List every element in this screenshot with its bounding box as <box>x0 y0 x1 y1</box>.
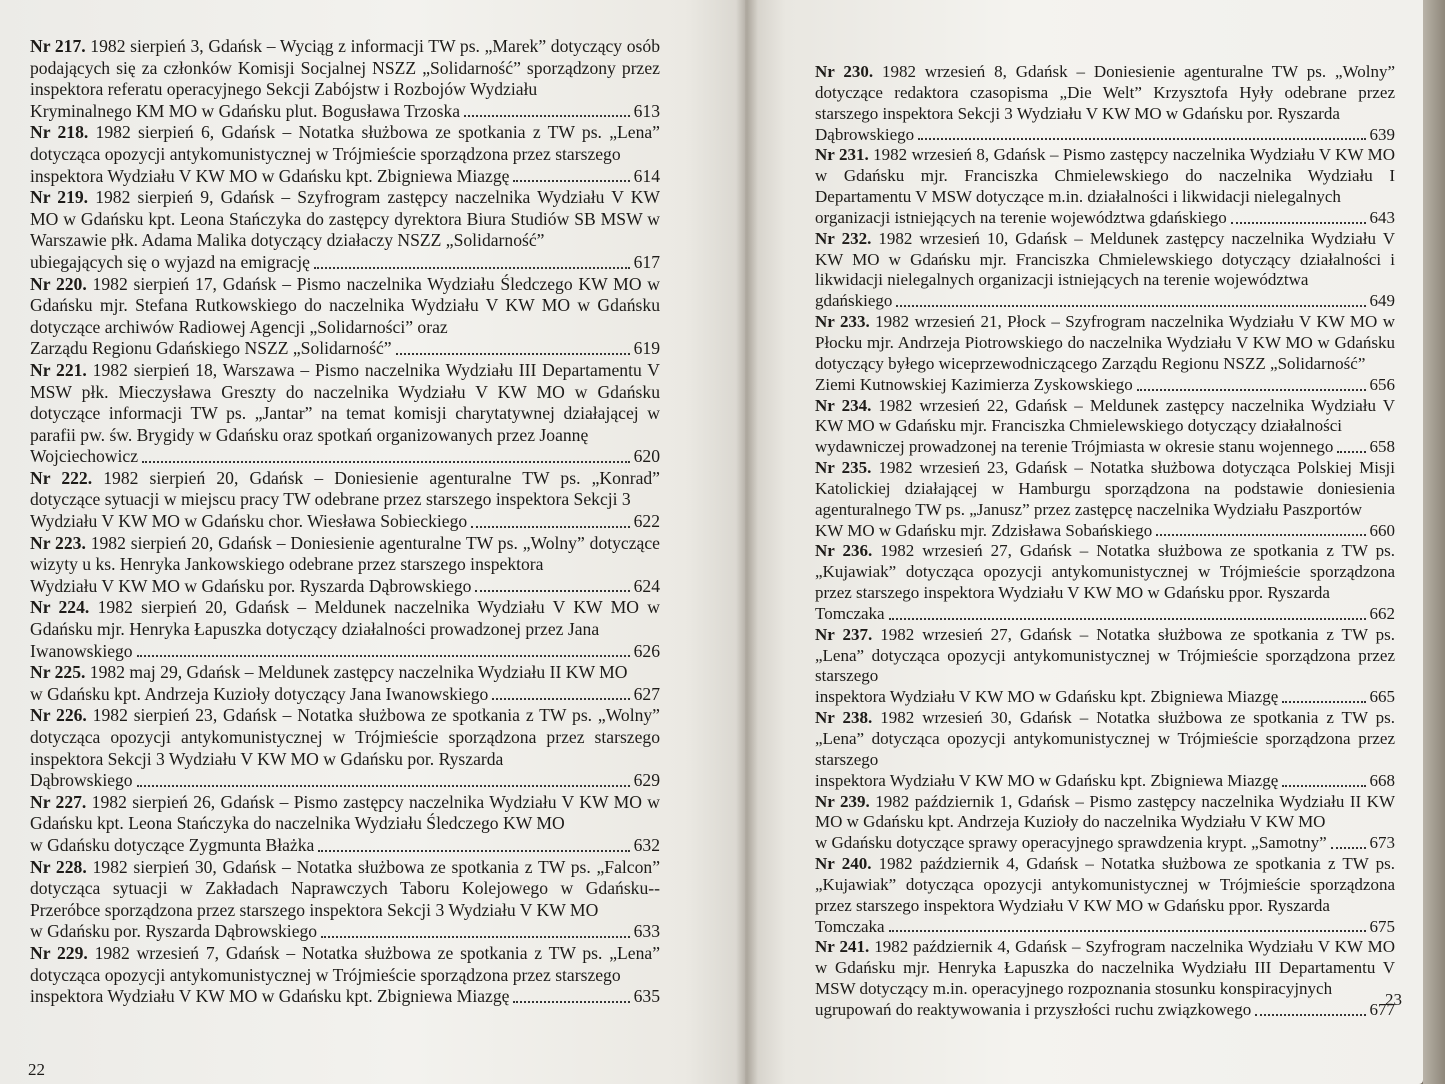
toc-entry-last-line <box>815 1000 1395 1021</box>
dot-leader <box>475 590 629 592</box>
right-entries-list <box>815 62 1396 1021</box>
toc-entry-title: 1982 wrzesień 27, Gdańsk – Notatka służbowa ze spotkania z TW ps. „Lena” dotycząca opozycji antykomunistycznej w Trójmieście sporządzona przez starszego <box>815 624 1396 686</box>
toc-entry-page: 668 <box>1369 770 1395 790</box>
toc-entry-body <box>815 312 1395 375</box>
toc-entry-title: 1982 październik 1, Gdańsk – Pismo zastępcy naczelnika Wydziału II KW MO w Gdańsku kpt. Andrzeja Kuzioły do naczelnika Wydziału V KW MO <box>815 791 1396 832</box>
dot-leader <box>1282 785 1365 787</box>
dot-leader <box>513 180 629 182</box>
toc-entry-body <box>815 62 1395 125</box>
toc-entry-title: 1982 sierpień 20, Gdańsk – Doniesienie agenturalne TW ps. „Konrad” dotyczące sytuacji w miejscu pracy TW odebrane przez starszego inspektora Sekcji 3 <box>30 467 660 510</box>
toc-entry <box>815 145 1395 228</box>
toc-entry-number: Nr 231. <box>815 145 869 165</box>
toc-entry <box>30 662 660 705</box>
toc-entry-body <box>815 792 1395 834</box>
toc-entry <box>30 122 660 187</box>
toc-entry <box>30 187 660 273</box>
toc-entry <box>815 854 1395 937</box>
toc-entry-title-end: Tomczaka <box>815 916 885 936</box>
toc-entry-title-end: w Gdańsku dotyczące sprawy operacyjnego sprawdzenia krypt. „Samotny” <box>815 833 1327 853</box>
dot-leader <box>464 115 630 117</box>
page-edge <box>1423 0 1445 1084</box>
toc-entry-title-end: gdańskiego <box>815 291 893 311</box>
toc-entry-number: Nr 239. <box>815 791 870 811</box>
toc-entry-body <box>30 662 660 684</box>
toc-entry <box>30 792 660 857</box>
toc-entry <box>30 533 660 598</box>
toc-entry-title-end: organizacji istniejących na terenie województwa gdańskiego <box>815 207 1227 227</box>
toc-entry-number: Nr 241. <box>815 937 870 957</box>
toc-entry-page: 660 <box>1369 520 1395 540</box>
toc-entry-title: 1982 wrzesień 22, Gdańsk – Meldunek zastępcy naczelnika Wydziału V KW MO w Gdańsku mjr. Franciszka Chmielewskiego dotyczący działalności <box>815 395 1396 436</box>
toc-entry-body <box>30 360 660 446</box>
toc-entry-title: 1982 sierpień 30, Gdańsk – Notatka służbowa ze spotkania z TW ps. „Falcon” dotycząca sytuacji w Zakładach Naprawczych Taboru Kolejowego w Gdańsku--Przeróbce sporządzona przez starszego inspektora Sekcji 3 Wydziału V KW MO <box>30 856 661 920</box>
toc-entry-title: 1982 wrzesień 21, Płock – Szyfrogram naczelnika Wydziału V KW MO w Płocku mjr. Andrzeja Piotrowskiego do naczelnika Wydziału V KW MO w Gdańsku dotyczący byłego wiceprzewodniczącego Zarządu Regionu NSZZ „Solidarność” <box>815 312 1396 373</box>
toc-entry-body <box>30 122 660 165</box>
toc-entry <box>815 708 1395 791</box>
toc-entry-page: 643 <box>1369 207 1395 227</box>
toc-entry <box>815 458 1395 541</box>
toc-entry <box>815 62 1395 145</box>
toc-entry-title-end: Dąbrowskiego <box>815 124 915 144</box>
toc-entry <box>815 625 1395 708</box>
toc-entry-last-line <box>30 511 660 533</box>
toc-entry-title: 1982 maj 29, Gdańsk – Meldunek zastępcy naczelnika Wydziału II KW MO <box>89 662 628 683</box>
toc-entry-number: Nr 221. <box>30 359 87 380</box>
toc-entry <box>30 468 660 533</box>
toc-entry-number: Nr 238. <box>815 708 873 728</box>
toc-entry <box>30 36 660 122</box>
toc-entry-last-line <box>815 125 1395 146</box>
toc-entry-title: 1982 październik 4, Gdańsk – Szyfrogram naczelnika Wydziału V KW MO w Gdańsku mjr. Henryka Łapuszka do naczelnika Wydziału III Departamentu V MSW dotyczący m.in. operacyjnego rozpoznania stosunku konspiracyjnych <box>815 937 1396 999</box>
toc-entry-last-line <box>815 604 1395 625</box>
toc-entry-last-line <box>30 166 660 188</box>
toc-entry-page: 649 <box>1369 291 1395 311</box>
toc-entry-title: 1982 wrzesień 27, Gdańsk – Notatka służbowa ze spotkania z TW ps. „Kujawiak” dotycząca opozycji antykomunistycznej w Trójmieście sporządzona przez starszego inspektora Wydziału V KW MO w Gdańsku ppor. Ryszarda <box>815 541 1396 603</box>
toc-entry-number: Nr 226. <box>30 705 87 726</box>
toc-entry-number: Nr 232. <box>815 228 872 248</box>
toc-entry-title-end: inspektora Wydziału V KW MO w Gdańsku kpt. Zbigniewa Miazgę <box>815 687 1279 707</box>
toc-entry-title: 1982 sierpień 18, Warszawa – Pismo naczelnika Wydziału III Departamentu V MSW płk. Mieczysława Greszty do naczelnika Wydziału V KW MO w Gdańsku dotyczące informacji TW ps. „Jantar” na temat komisji charytatywnej działającej w parafii pw. św. Brygidy w Gdańsku oraz spotkań organizowanych przez Joannę <box>30 359 661 445</box>
toc-entry-number: Nr 228. <box>30 856 87 877</box>
toc-entry <box>815 229 1395 312</box>
toc-entry-page: 632 <box>633 834 660 855</box>
toc-entry <box>815 312 1395 395</box>
dot-leader <box>889 930 1366 932</box>
toc-entry-number: Nr 236. <box>815 541 873 561</box>
toc-entry-title-end: KW MO w Gdańsku mjr. Zdzisława Sobańskiego <box>815 520 1153 540</box>
toc-entry <box>30 274 660 360</box>
toc-entry-number: Nr 220. <box>30 273 87 294</box>
toc-entry-title-end: wydawniczej prowadzonej na terenie Trójmiasta w okresie stanu wojennego <box>815 437 1334 457</box>
dot-leader <box>137 655 630 657</box>
toc-entry-body <box>30 705 660 770</box>
toc-entry-last-line <box>30 252 660 274</box>
toc-entry-title-end: Wydziału V KW MO w Gdańsku por. Ryszarda Dąbrowskiego <box>30 575 472 596</box>
toc-entry-title: 1982 sierpień 23, Gdańsk – Notatka służbowa ze spotkania z TW ps. „Wolny” dotycząca opozycji antykomunistycznej w Trójmieście sporządzona przez starszego inspektora Sekcji 3 Wydziału V KW MO w Gdańsku por. Ryszarda <box>30 705 660 769</box>
toc-entry-page: 635 <box>633 986 660 1007</box>
dot-leader <box>142 461 630 463</box>
toc-entry-page: 662 <box>1369 603 1395 623</box>
toc-entry-title: 1982 sierpień 9, Gdańsk – Szyfrogram zastępcy naczelnika Wydziału V KW MO w Gdańsku kpt. Leona Stańczyka do zastępcy dyrektora Biura Studiów SB MSW w Warszawie płk. Adama Malika dotyczący działaczy NSZZ „Solidarność” <box>30 187 661 251</box>
toc-entry-title: 1982 sierpień 6, Gdańsk – Notatka służbowa ze spotkania z TW ps. „Lena” dotycząca opozycji antykomunistycznej w Trójmieście sporządzona przez starszego <box>30 122 660 164</box>
toc-entry <box>30 857 660 943</box>
toc-entry-title: 1982 sierpień 3, Gdańsk – Wyciąg z informacji TW ps. „Marek” dotyczący osób podających się za członków Komisji Socjalnej NSZZ „Solidarność” sporządzony przez inspektora referatu operacyjnego Sekcji Zabójstw i Rozbojów Wydziału <box>30 36 660 100</box>
toc-entry <box>30 597 660 662</box>
toc-entry-title-end: Wydziału V KW MO w Gdańsku chor. Wiesława Sobieckiego <box>30 511 468 532</box>
toc-entry-page: 626 <box>633 640 660 661</box>
dot-leader <box>1156 534 1365 536</box>
dot-leader <box>918 138 1365 140</box>
dot-leader <box>1255 1014 1365 1016</box>
toc-entry-last-line <box>815 437 1395 458</box>
dot-leader <box>1231 222 1366 224</box>
toc-entry-title: 1982 wrzesień 8, Gdańsk – Doniesienie agenturalne TW ps. „Wolny” dotyczące redaktora czasopisma „Die Welt” Krzysztofa Hyły odebrane przez starszego inspektora Sekcji 3 Wydziału V KW MO w Gdańsku por. Ryszarda <box>815 62 1395 123</box>
toc-entry-page: 619 <box>633 338 660 359</box>
toc-entry-body <box>30 36 660 101</box>
toc-entry <box>815 541 1395 624</box>
toc-entry-number: Nr 219. <box>30 187 89 208</box>
toc-entry-page: 613 <box>633 100 660 121</box>
toc-entry-page: 656 <box>1369 374 1395 394</box>
toc-entry-number: Nr 240. <box>815 854 872 874</box>
toc-entry-body <box>815 229 1395 292</box>
dot-leader <box>314 267 630 269</box>
toc-entry-number: Nr 237. <box>815 624 873 644</box>
toc-entry-page: 673 <box>1369 833 1395 853</box>
toc-entry-body <box>815 708 1395 771</box>
toc-entry-body <box>815 937 1395 1000</box>
toc-entry-title-end: Wojciechowicz <box>30 446 139 467</box>
toc-entry-title: 1982 wrzesień 8, Gdańsk – Pismo zastępcy naczelnika Wydziału V KW MO w Gdańsku mjr. Franciszka Chmielewskiego do naczelnika Wydziału I Departamentu V MSW dotyczące m.in. działalności i likwidacji nielegalnych <box>815 145 1396 207</box>
toc-entry-number: Nr 227. <box>30 791 87 812</box>
toc-entry-last-line <box>815 291 1395 312</box>
toc-entry-body <box>815 541 1395 604</box>
toc-entry <box>30 360 660 468</box>
toc-entry-page: 624 <box>633 575 660 596</box>
dot-leader <box>471 526 629 528</box>
toc-entry-body <box>30 274 660 339</box>
toc-entry-title-end: ugrupowań do reaktywowania i przyszłości ruchu związkowego <box>815 999 1252 1019</box>
toc-entry-body <box>815 145 1395 208</box>
toc-entry-title: 1982 październik 4, Gdańsk – Notatka służbowa ze spotkania z TW ps. „Kujawiak” dotycząca opozycji antykomunistycznej w Trójmieście sporządzona przez starszego inspektora Wydziału V KW MO w Gdańsku ppor. Ryszarda <box>815 854 1396 915</box>
toc-entry-title-end: Ziemi Kutnowskiej Kazimierza Zyskowskiego <box>815 374 1133 394</box>
toc-entry <box>815 792 1395 855</box>
toc-entry-title: 1982 sierpień 17, Gdańsk – Pismo naczelnika Wydziału Śledczego KW MO w Gdańsku mjr. Stefana Rutkowskiego do naczelnika Wydziału V KW MO w Gdańsku dotyczące archiwów Radiowej Agencji „Solidarności” oraz <box>30 273 661 337</box>
toc-entry-last-line <box>30 835 660 857</box>
dot-leader <box>137 785 630 787</box>
toc-entry-number: Nr 225. <box>30 662 86 683</box>
toc-entry-last-line <box>815 833 1395 854</box>
toc-entry-page: 627 <box>633 683 660 704</box>
toc-entry-body <box>815 396 1395 438</box>
toc-entry-last-line <box>30 921 660 943</box>
toc-entry-page: 639 <box>1369 124 1395 144</box>
toc-entry-last-line <box>30 338 660 360</box>
page-number-left: 22 <box>28 1060 45 1079</box>
toc-entry-title-end: inspektora Wydziału V KW MO w Gdańsku kpt. Zbigniewa Miazgę <box>30 986 510 1007</box>
toc-entry-body <box>30 187 660 252</box>
toc-entry-page: 658 <box>1369 437 1395 457</box>
dot-leader <box>513 1001 629 1003</box>
toc-entry-last-line <box>815 917 1395 938</box>
toc-entry-last-line <box>815 375 1395 396</box>
toc-entry-title: 1982 sierpień 20, Gdańsk – Meldunek naczelnika Wydziału V KW MO w Gdańsku mjr. Henryka Łapuszka dotyczący działalności prowadzonej przez Jana <box>30 597 660 640</box>
toc-entry-title-end: Zarządu Regionu Gdańskiego NSZZ „Solidarność” <box>30 338 392 359</box>
toc-entry-number: Nr 229. <box>30 942 88 963</box>
toc-entry-body <box>30 533 660 576</box>
left-entries-list <box>30 36 675 1008</box>
toc-entry-title: 1982 wrzesień 30, Gdańsk – Notatka służbowa ze spotkania z TW ps. „Lena” dotycząca opozycji antykomunistycznej w Trójmieście sporządzona przez starszego <box>815 708 1396 769</box>
dot-leader <box>1282 701 1365 703</box>
toc-entry-number: Nr 235. <box>815 458 872 478</box>
toc-entry-page: 665 <box>1369 687 1395 707</box>
toc-entry-title-end: w Gdańsku dotyczące Zygmunta Błażka <box>30 834 315 855</box>
toc-entry-title-end: ubiegających się o wyjazd na emigrację <box>30 251 310 272</box>
toc-entry-title-end: Tomczaka <box>815 603 885 623</box>
toc-entry-title-end: w Gdańsku por. Ryszarda Dąbrowskiego <box>30 921 318 942</box>
toc-entry-last-line <box>30 770 660 792</box>
toc-entry-body <box>30 468 660 511</box>
page-number-right: 23 <box>1385 990 1402 1009</box>
dot-leader <box>492 698 629 700</box>
toc-entry-body <box>815 458 1395 521</box>
toc-entry <box>815 937 1395 1020</box>
toc-entry-last-line <box>30 641 660 663</box>
toc-entry-number: Nr 230. <box>815 62 874 81</box>
dot-leader <box>396 353 630 355</box>
toc-entry-number: Nr 233. <box>815 312 870 332</box>
toc-entry-title: 1982 wrzesień 10, Gdańsk – Meldunek zastępcy naczelnika Wydziału V KW MO w Gdańsku mjr. Franciszka Chmielewskiego dotyczący działalności i likwidacji nielegalnych organizacji istniejących na terenie województwa <box>815 228 1396 290</box>
toc-entry-last-line <box>815 521 1395 542</box>
toc-entry-title-end: w Gdańsku kpt. Andrzeja Kuzioły dotyczący Jana Iwanowskiego <box>30 683 489 704</box>
toc-entry-body <box>30 857 660 922</box>
toc-entry-page: 622 <box>633 511 660 532</box>
toc-entry-last-line <box>30 576 660 598</box>
toc-entry-title-end: inspektora Wydziału V KW MO w Gdańsku kpt. Zbigniewa Miazgę <box>815 770 1279 790</box>
toc-entry-body <box>30 597 660 640</box>
toc-entry-page: 677 <box>1369 999 1395 1019</box>
toc-entry-last-line <box>30 446 660 468</box>
toc-entry-number: Nr 223. <box>30 532 86 553</box>
toc-entry-title: 1982 wrzesień 7, Gdańsk – Notatka służbowa ze spotkania z TW ps. „Lena” dotycząca opozycji antykomunistycznej w Trójmieście sporządzona przez starszego <box>30 942 660 985</box>
toc-entry-number: Nr 222. <box>30 467 93 488</box>
toc-entry-page: 614 <box>633 165 660 186</box>
toc-entry-body <box>815 854 1395 917</box>
toc-entry <box>30 943 660 1008</box>
toc-entry-page: 675 <box>1369 916 1395 936</box>
toc-entry-page: 629 <box>633 770 660 791</box>
toc-entry-body <box>815 625 1395 688</box>
toc-entry-page: 633 <box>633 921 660 942</box>
dot-leader <box>1137 389 1366 391</box>
toc-entry-title: 1982 sierpień 20, Gdańsk – Doniesienie agenturalne TW ps. „Wolny” dotyczące wizyty u ks. Henryka Jankowskiego odebrane przez starszego inspektora <box>30 532 660 575</box>
toc-entry-page: 617 <box>633 251 660 272</box>
toc-entry-last-line <box>30 101 660 123</box>
toc-entry-number: Nr 218. <box>30 122 89 143</box>
toc-entry-title: 1982 sierpień 26, Gdańsk – Pismo zastępcy naczelnika Wydziału V KW MO w Gdańsku kpt. Leona Stańczyka do naczelnika Wydziału Śledczego KW MO <box>30 791 660 834</box>
toc-entry-title-end: Dąbrowskiego <box>30 770 133 791</box>
toc-entry-last-line <box>815 687 1395 708</box>
toc-entry-last-line <box>30 986 660 1008</box>
toc-entry-title-end: inspektora Wydziału V KW MO w Gdańsku kpt. Zbigniewa Miazgę <box>30 165 510 186</box>
toc-entry-body <box>30 943 660 986</box>
toc-entry-title-end: Kryminalnego KM MO w Gdańsku plut. Bogusława Trzoska <box>30 100 461 121</box>
toc-entry-number: Nr 234. <box>815 395 872 415</box>
toc-entry-body <box>30 792 660 835</box>
dot-leader <box>889 618 1366 620</box>
dot-leader <box>1331 847 1366 849</box>
dot-leader <box>318 850 629 852</box>
toc-entry-last-line <box>815 771 1395 792</box>
toc-entry-number: Nr 217. <box>30 36 86 56</box>
toc-entry-number: Nr 224. <box>30 597 90 618</box>
dot-leader <box>321 936 630 938</box>
toc-entry <box>815 396 1395 459</box>
dot-leader <box>896 305 1365 307</box>
toc-entry <box>30 705 660 791</box>
toc-entry-page: 620 <box>633 446 660 467</box>
right-page <box>745 0 1423 1084</box>
dot-leader <box>1337 451 1365 453</box>
toc-entry-title: 1982 wrzesień 23, Gdańsk – Notatka służbowa dotycząca Polskiej Misji Katolickiej działającej w Hamburgu sporządzona na podstawie doniesienia agenturalnego TW ps. „Janusz” przez zastępcę naczelnika Wydziału Paszportów <box>815 458 1396 519</box>
toc-entry-title-end: Iwanowskiego <box>30 640 133 661</box>
toc-entry-last-line <box>815 208 1395 229</box>
toc-entry-last-line <box>30 684 660 706</box>
